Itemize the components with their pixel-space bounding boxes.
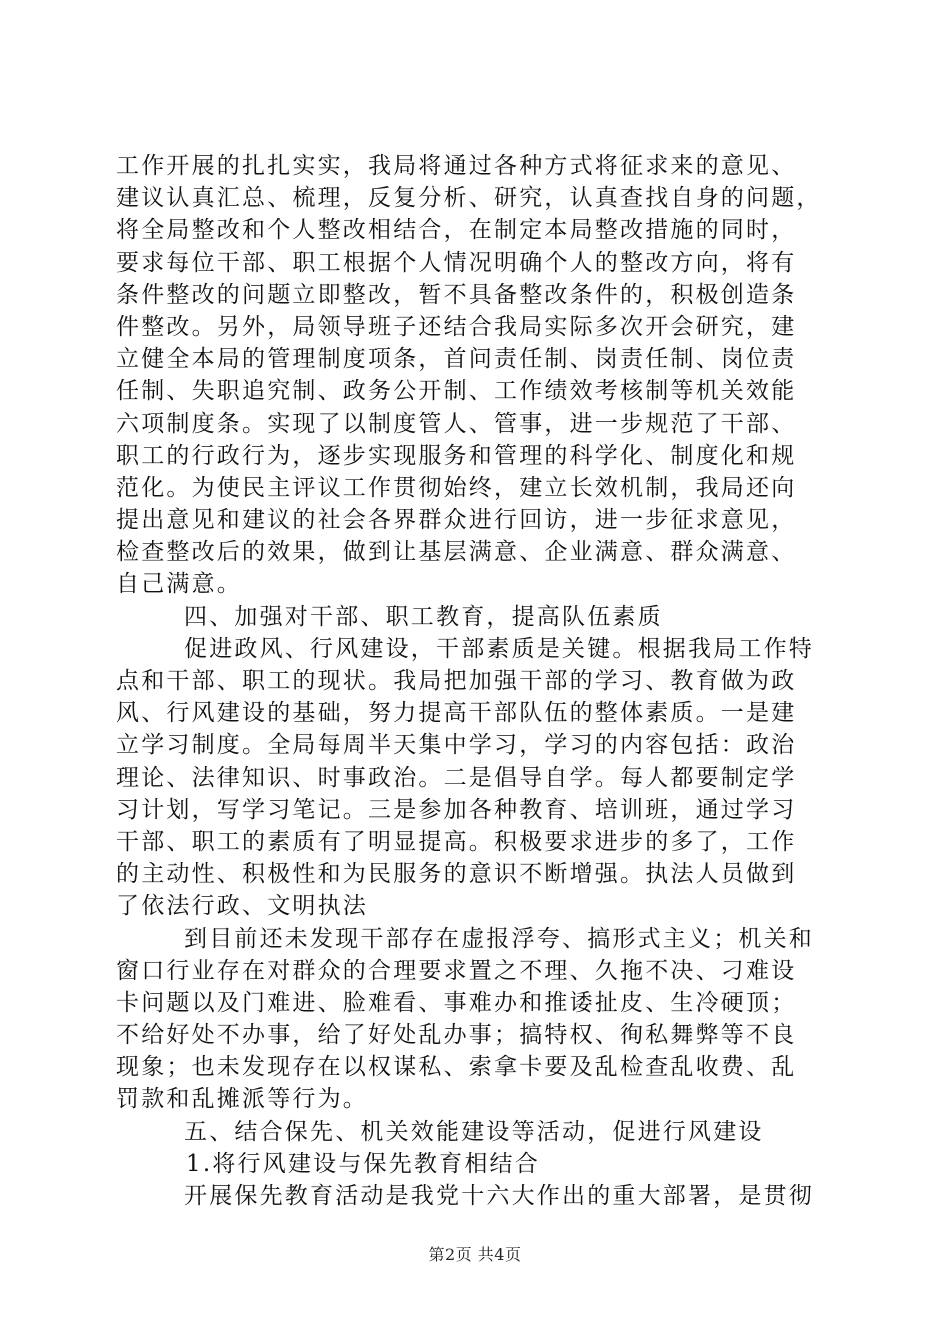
text-line: 风、行风建设的基础，努力提高干部队伍的整体素质。一是建 xyxy=(116,700,797,727)
paragraph-start: 促进政风、行风建设，干部素质是关键。根据我局工作特 xyxy=(184,635,814,662)
text-line: 卡问题以及门难进、脸难看、事难办和推诿扯皮、生冷硬顶； xyxy=(116,989,797,1016)
text-line: 条件整改的问题立即整改，暂不具备整改条件的，积极创造条 xyxy=(116,281,797,308)
text-line: 工作开展的扎扎实实，我局将通过各种方式将征求来的意见、 xyxy=(116,153,797,179)
text-line: 任制、失职追究制、政务公开制、工作绩效考核制等机关效能 xyxy=(116,378,797,405)
text-line: 习计划，写学习笔记。三是参加各种教育、培训班，通过学习 xyxy=(116,796,797,823)
text-line: 件整改。另外，局领导班子还结合我局实际多次开会研究，建 xyxy=(116,313,797,340)
text-line: 建议认真汇总、梳理，反复分析、研究，认真查找自身的问题， xyxy=(116,185,822,212)
text-line: 立学习制度。全局每周半天集中学习，学习的内容包括：政治 xyxy=(116,732,797,759)
text-line: 六项制度条。实现了以制度管人、管事，进一步规范了干部、 xyxy=(116,410,797,437)
text-line: 了依法行政、文明执法 xyxy=(116,893,368,920)
text-line: 干部、职工的素质有了明显提高。积极要求进步的多了，工作 xyxy=(116,828,797,855)
text-line: 立健全本局的管理制度项条，首问责任制、岗责任制、岗位责 xyxy=(116,346,797,373)
text-line: 点和干部、职工的现状。我局把加强干部的学习、教育做为政 xyxy=(116,668,797,694)
body-text xyxy=(116,150,856,1212)
text-line: 窗口行业存在对群众的合理要求置之不理、久拖不决、刁难设 xyxy=(116,957,797,984)
section-heading: 四、加强对干部、职工教育，提高队伍素质 xyxy=(184,603,663,630)
text-line: 将全局整改和个人整改相结合，在制定本局整改措施的同时， xyxy=(116,217,797,244)
subsection-heading: 1.将行风建设与保先教育相结合 xyxy=(186,1150,540,1177)
text-line: 自己满意。 xyxy=(116,571,242,598)
page-number-footer: 第2页 共4页 xyxy=(428,1245,522,1264)
text-line: 检查整改后的效果，做到让基层满意、企业满意、群众满意、 xyxy=(116,539,797,566)
text-line: 罚款和乱摊派等行为。 xyxy=(116,1086,368,1113)
text-line: 提出意见和建议的社会各界群众进行回访，进一步征求意见， xyxy=(116,507,797,534)
text-line: 范化。为使民主评议工作贯彻始终，建立长效机制，我局还向 xyxy=(116,474,797,501)
text-line: 要求每位干部、职工根据个人情况明确个人的整改方向，将有 xyxy=(116,249,797,276)
paragraph-start: 开展保先教育活动是我党十六大作出的重大部署，是贯彻 xyxy=(184,1183,814,1209)
text-line: 现象；也未发现存在以权谋私、索拿卡要及乱检查乱收费、乱 xyxy=(116,1054,797,1081)
text-line: 理论、法律知识、时事政治。二是倡导自学。每人都要制定学 xyxy=(116,764,797,791)
paragraph-start: 到目前还未发现干部存在虚报浮夸、搞形式主义；机关和 xyxy=(184,925,814,952)
text-line: 的主动性、积极性和为民服务的意识不断增强。执法人员做到 xyxy=(116,861,797,888)
text-line: 职工的行政行为，逐步实现服务和管理的科学化、制度化和规 xyxy=(116,442,797,469)
text-line: 不给好处不办事，给了好处乱办事；搞特权、徇私舞弊等不良 xyxy=(116,1022,797,1049)
section-heading: 五、结合保先、机关效能建设等活动，促进行风建设 xyxy=(184,1118,764,1145)
